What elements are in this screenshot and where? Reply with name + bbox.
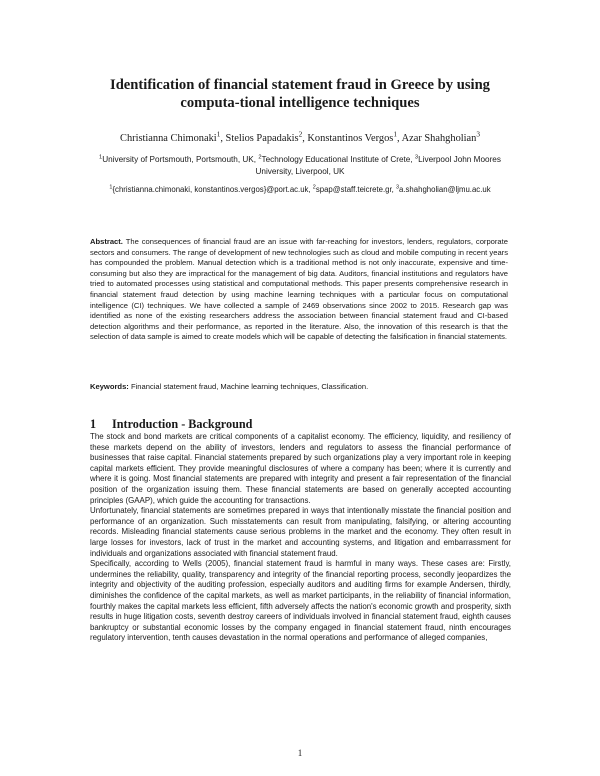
abstract-label: Abstract. <box>90 237 123 246</box>
abstract-text: The consequences of financial fraud are an issue with far-reaching for investors, lenders, regulators, corporate sectors and consumers. The range of development of new technologies such as cloud and mobile computing in recent years has compounded the problem. Manual detection which is a traditional method is not only inaccurate, expensive and time-consuming but also they are impractical for the management of big data. Auditors, financial institutions and regulators have tried to automated processes using statistical and computational methods. This paper presents comprehensive research in financial statement fraud detection by using machine learning techniques with a particular focus on computational intelligence (CI) techniques. We have collected a sample of 2469 observations since 2002 to 2015. Research gap was identified as none of the existing researchers address the association between financial statement fraud and CI-based detection algorithms and their performance, as reported in the literature. Also, the innovation of this research is that the selection of data sample is aimed to create models which will be capable of detecting the falsification in financial statements. <box>90 237 508 342</box>
body-paragraph: Unfortunately, financial statements are sometimes prepared in ways that intentionally misstate the financial position and performance of an organization. Such misstatements can result from manipulating, falsifying, or altering accounting records. Misleading financial statements cause serious problems in the market and the economy. They often result in large losses for investors, lack of trust in the market and accounting systems, and litigation and embarrassment for individuals and organizations associated with financial statement fraud. <box>90 506 511 558</box>
author-list <box>60 132 540 145</box>
author <box>225 130 308 144</box>
keywords <box>90 382 508 393</box>
author-name: Azar Shahgholian <box>401 133 477 144</box>
affiliation-text: Technology Educational Institute of Crete, <box>261 155 415 164</box>
author-name: Stelios Papadakis <box>225 133 299 144</box>
author <box>120 130 226 144</box>
page-number: 1 <box>297 748 303 758</box>
author-affiliation-mark: 1 <box>216 130 221 139</box>
email-text: {christianna.chimonaki, konstantinos.vergos}@port.ac.uk, <box>112 185 313 194</box>
affiliation-text: University of Portsmouth, Portsmouth, UK, <box>102 155 259 164</box>
email-mark: 1 <box>109 184 113 191</box>
author-separator: , <box>302 133 308 144</box>
affiliations <box>90 154 510 178</box>
affiliation-text: Liverpool John Moores University, Liverpool, UK <box>255 155 501 176</box>
section-number: 1 <box>90 417 97 431</box>
paper-title: Identification of financial statement fraud in Greece by using computa-tional intelligence techniques <box>110 77 490 111</box>
author-affiliation-mark: 1 <box>393 130 397 139</box>
author-name: Christianna Chimonaki <box>120 133 217 144</box>
section-heading <box>90 417 510 432</box>
affiliation-mark: 1 <box>99 154 103 161</box>
section-title: Introduction - Background <box>112 417 253 431</box>
body-paragraph: The stock and bond markets are critical components of a capitalist economy. The efficiency, liquidity, and resiliency of these markets depend on the ability of investors, lenders and regulators to assess the financial performance of businesses that raise capital. Financial statements prepared by such organizations play a very important role in keeping capital markets efficient. They provide meaningful disclosures of where a company has been; where it is currently and where it is going. Most financial statements are prepared with integrity and present a fair representation of the financial position of the organization issuing them. These financial statements are based on generally accepted accounting principles (GAAP), which guide the accounting for transactions. <box>90 432 511 505</box>
affiliation-mark: 2 <box>258 154 262 161</box>
author-affiliation-mark: 2 <box>298 130 303 139</box>
author-separator: , <box>220 133 226 144</box>
author-affiliation-mark: 3 <box>476 130 480 139</box>
abstract <box>90 237 508 343</box>
email-mark: 3 <box>395 184 400 191</box>
email-text: spap@staff.teicrete.gr, <box>315 185 396 194</box>
keywords-text: Financial statement fraud, Machine learning techniques, Classification. <box>130 382 369 391</box>
email-text: a.shahgholian@ljmu.ac.uk <box>399 185 491 194</box>
author-name: Konstantinos Vergos <box>307 133 394 144</box>
affiliation-mark: 3 <box>414 154 419 161</box>
keywords-label: Keywords: <box>90 382 129 391</box>
author <box>401 130 480 144</box>
email-mark: 2 <box>312 184 316 191</box>
author-separator: , <box>396 133 402 144</box>
body-paragraph: Specifically, according to Wells (2005), financial statement fraud is harmful in many ways. These cases are: Firstly, undermines the reliability, quality, transparency and integrity of the financial reporting process, secondly jeopardizes the integrity and objectivity of the auditing profession, especially auditors and auditing firms for example Andersen, thirdly, diminishes the confidence of the capital markets, as well as market participants, in the reliability of financial information, fourthly makes the capital markets less efficient, fifth adversely affects the nation's economic growth and prosperity, sixth results in huge litigation costs, seventh destroy careers of individuals involved in financial statement fraud, eighth causes bankruptcy or substantial economic losses by the company engaged in financial statement fraud, ninth encourages regulatory intervention, tenth causes devastation in the normal operations and performance of alleged companies, <box>90 559 511 643</box>
email-list <box>60 184 540 195</box>
author <box>307 130 402 144</box>
section-body <box>90 432 511 644</box>
